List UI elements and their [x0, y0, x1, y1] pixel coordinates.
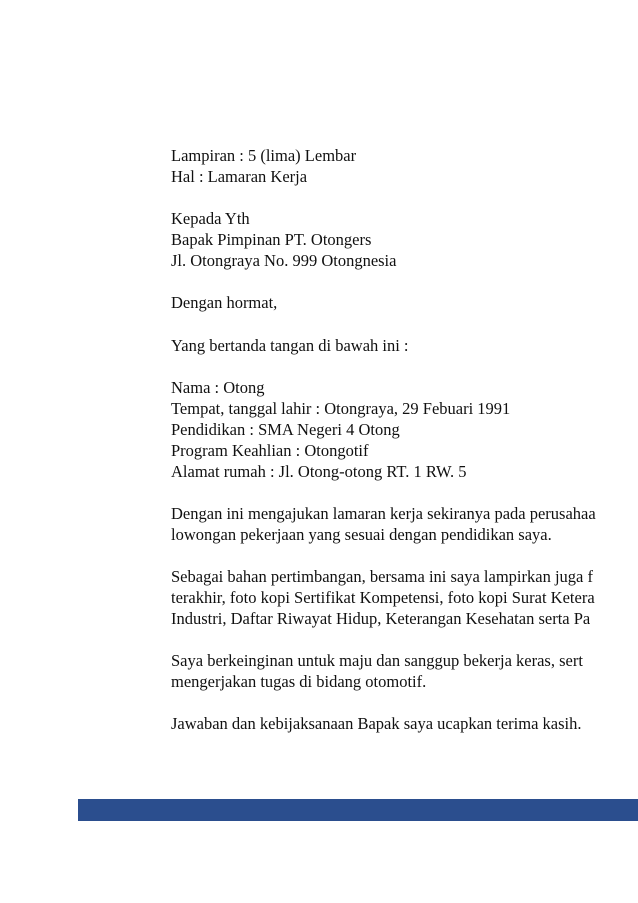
- paragraph-3-line-1: Saya berkeinginan untuk maju dan sanggup bekerja keras, sert: [171, 651, 583, 670]
- lampiran-line: Lampiran : 5 (lima) Lembar: [171, 146, 357, 165]
- footer-color-bar: [78, 799, 638, 821]
- letter-body: [171, 145, 638, 734]
- paragraph-3-line-2: mengerjakan tugas di bidang otomotif.: [171, 672, 427, 691]
- closing-line: Jawaban dan kebijaksanaan Bapak saya ucapkan terima kasih.: [171, 714, 582, 733]
- paragraph-2-line-3: Industri, Daftar Riwayat Hidup, Keterangan Kesehatan serta Pa: [171, 609, 591, 628]
- paragraph-1-line-2: lowongan pekerjaan yang sesuai dengan pendidikan saya.: [171, 525, 552, 544]
- identity-pendidikan: Pendidikan : SMA Negeri 4 Otong: [171, 420, 400, 439]
- identity-alamat: Alamat rumah : Jl. Otong-otong RT. 1 RW. 5: [171, 462, 467, 481]
- recipient-address: Jl. Otongraya No. 999 Otongnesia: [171, 251, 397, 270]
- hal-line: Hal : Lamaran Kerja: [171, 167, 308, 186]
- recipient-name: Bapak Pimpinan PT. Otongers: [171, 230, 372, 249]
- paragraph-2-line-2: terakhir, foto kopi Sertifikat Kompetensi, foto kopi Surat Ketera: [171, 588, 595, 607]
- salutation: Dengan hormat,: [171, 293, 278, 312]
- intro-line: Yang bertanda tangan di bawah ini :: [171, 336, 409, 355]
- paragraph-2-line-1: Sebagai bahan pertimbangan, bersama ini saya lampirkan juga f: [171, 567, 593, 586]
- recipient-greeting: Kepada Yth: [171, 209, 250, 228]
- identity-keahlian: Program Keahlian : Otongotif: [171, 441, 369, 460]
- identity-nama: Nama : Otong: [171, 378, 265, 397]
- identity-ttl: Tempat, tanggal lahir : Otongraya, 29 Febuari 1991: [171, 399, 511, 418]
- paragraph-1-line-1: Dengan ini mengajukan lamaran kerja sekiranya pada perusahaa: [171, 504, 596, 523]
